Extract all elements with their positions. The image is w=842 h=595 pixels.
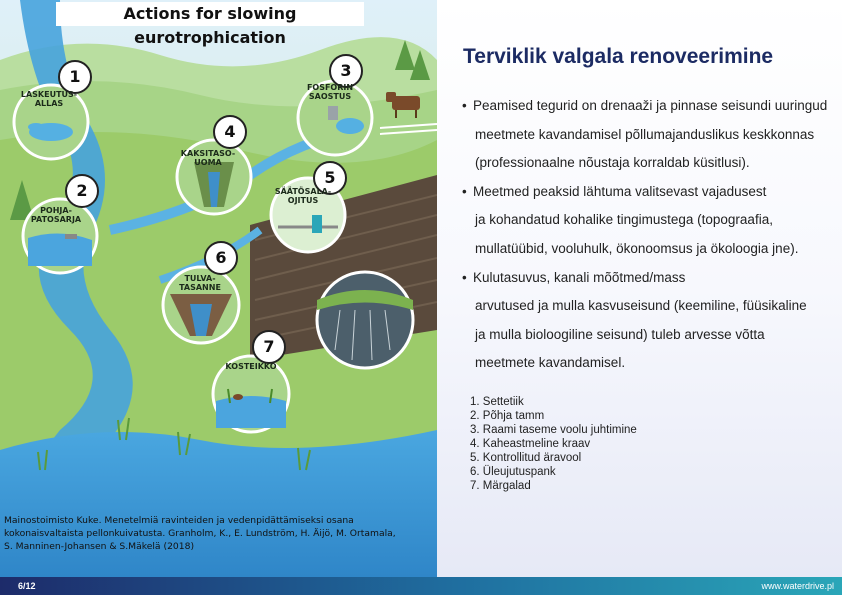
badge-2: 2 [65,174,99,208]
measure-item: 7. Märgalad [470,480,531,492]
circle-2-label: POHJA- PATOSARJA [30,206,82,224]
bullet-line: Meetmed peaksid lähtuma valitsevast vajadusest [473,183,767,199]
bullet-line: arvutused ja mulla kasvuseisund (keemiline, füüsikaline [475,298,807,314]
measure-item: 1. Settetiik [470,396,524,408]
page-number: 6/12 [18,581,36,591]
footer-bar [0,577,842,595]
citation-line: Mainostoimisto Kuke. Menetelmiä ravinteiden ja vedenpidättämiseksi osana [4,515,354,526]
measure-item: 3. Raami taseme voolu juhtimine [470,424,637,436]
bullet-line: Peamised tegurid on drenaaži ja pinnase seisundi uuringud [473,98,828,113]
circle-4-label: KAKSITASO- UOMA [180,149,236,167]
citation-line: S. Manninen-Johansen & S.Mäkelä (2018) [4,541,195,552]
bullet-line: meetmete kavandamisel põllumajanduslikus keskkonnas [475,126,815,142]
circle-5-label: SÄÄTÖSALA- OJITUS [274,187,332,205]
bullet-item: • Kulutasuvus, kanali mõõtmed/mass arvutused ja mulla kasvuseisund (keemiline, füüsikaline ja mulla bioloogiline seisund) tuleb arvesse võtta meetmete kavandamisel. [462,264,838,378]
measure-item: 2. Põhja tamm [470,410,545,422]
measure-item: 6. Üleujutuspank [470,466,556,478]
illustration-title: Actions for slowing eurotrophication [56,2,364,26]
bullet-line: ja kohandatud kohalike tingimustega (topograafia, [475,212,773,228]
circle-7-label: KOSTEIKKO [225,362,277,371]
badge-3: 3 [329,54,363,88]
bullet-item: • Peamised tegurid on drenaaži ja pinnase seisundi uuringud meetmete kavandamisel põllumajanduslikus keskkonnas (professionaalne nõustaja korraldab küsitlusi). [462,92,838,178]
measures-list [470,395,637,493]
circle-6-label: TULVA- TASANNE [179,274,221,292]
badge-5: 5 [313,161,347,195]
bullet-list [462,92,838,378]
measure-item: 4. Kaheastmeline kraav [470,438,591,450]
bullet-line: meetmete kavandamisel. [475,355,626,371]
website-link[interactable]: www.waterdrive.pl [761,581,834,591]
measure-item: 5. Kontrollitud äravool [470,452,582,464]
bullet-line: (professionaalne nõustaja korraldab küsitlusi). [475,155,750,171]
bullet-line: mullatüübid, vooluhulk, ökonoomsus ja ökoloogia jne). [475,240,799,256]
circle-1-label: LASKEUTUS- ALLAS [20,90,78,108]
bullet-item: • Meetmed peaksid lähtuma valitsevast vajadusest ja kohandatud kohalike tingimustega (topograafia, mullatüübid, vooluhulk, ökonoomsus ja ökoloogia jne). [462,178,838,264]
badge-6: 6 [204,241,238,275]
bullet-line: ja mulla bioloogiline seisund) tuleb arvesse võtta [475,326,765,342]
citation [4,514,424,553]
badge-1: 1 [58,60,92,94]
citation-line: kokonaisvaltaista pellonkuivatusta. Granholm, K., E. Lundström, H. Äijö, M. Ortamala, [4,528,396,539]
bullet-line: Kulutasuvus, kanali mõõtmed/mass [473,269,686,285]
circle-3-label: FOSFORIN SAOSTUS [306,83,354,101]
badge-4: 4 [213,115,247,149]
page-title: Terviklik valgala renoveerimine [463,45,774,68]
badge-7: 7 [252,330,286,364]
